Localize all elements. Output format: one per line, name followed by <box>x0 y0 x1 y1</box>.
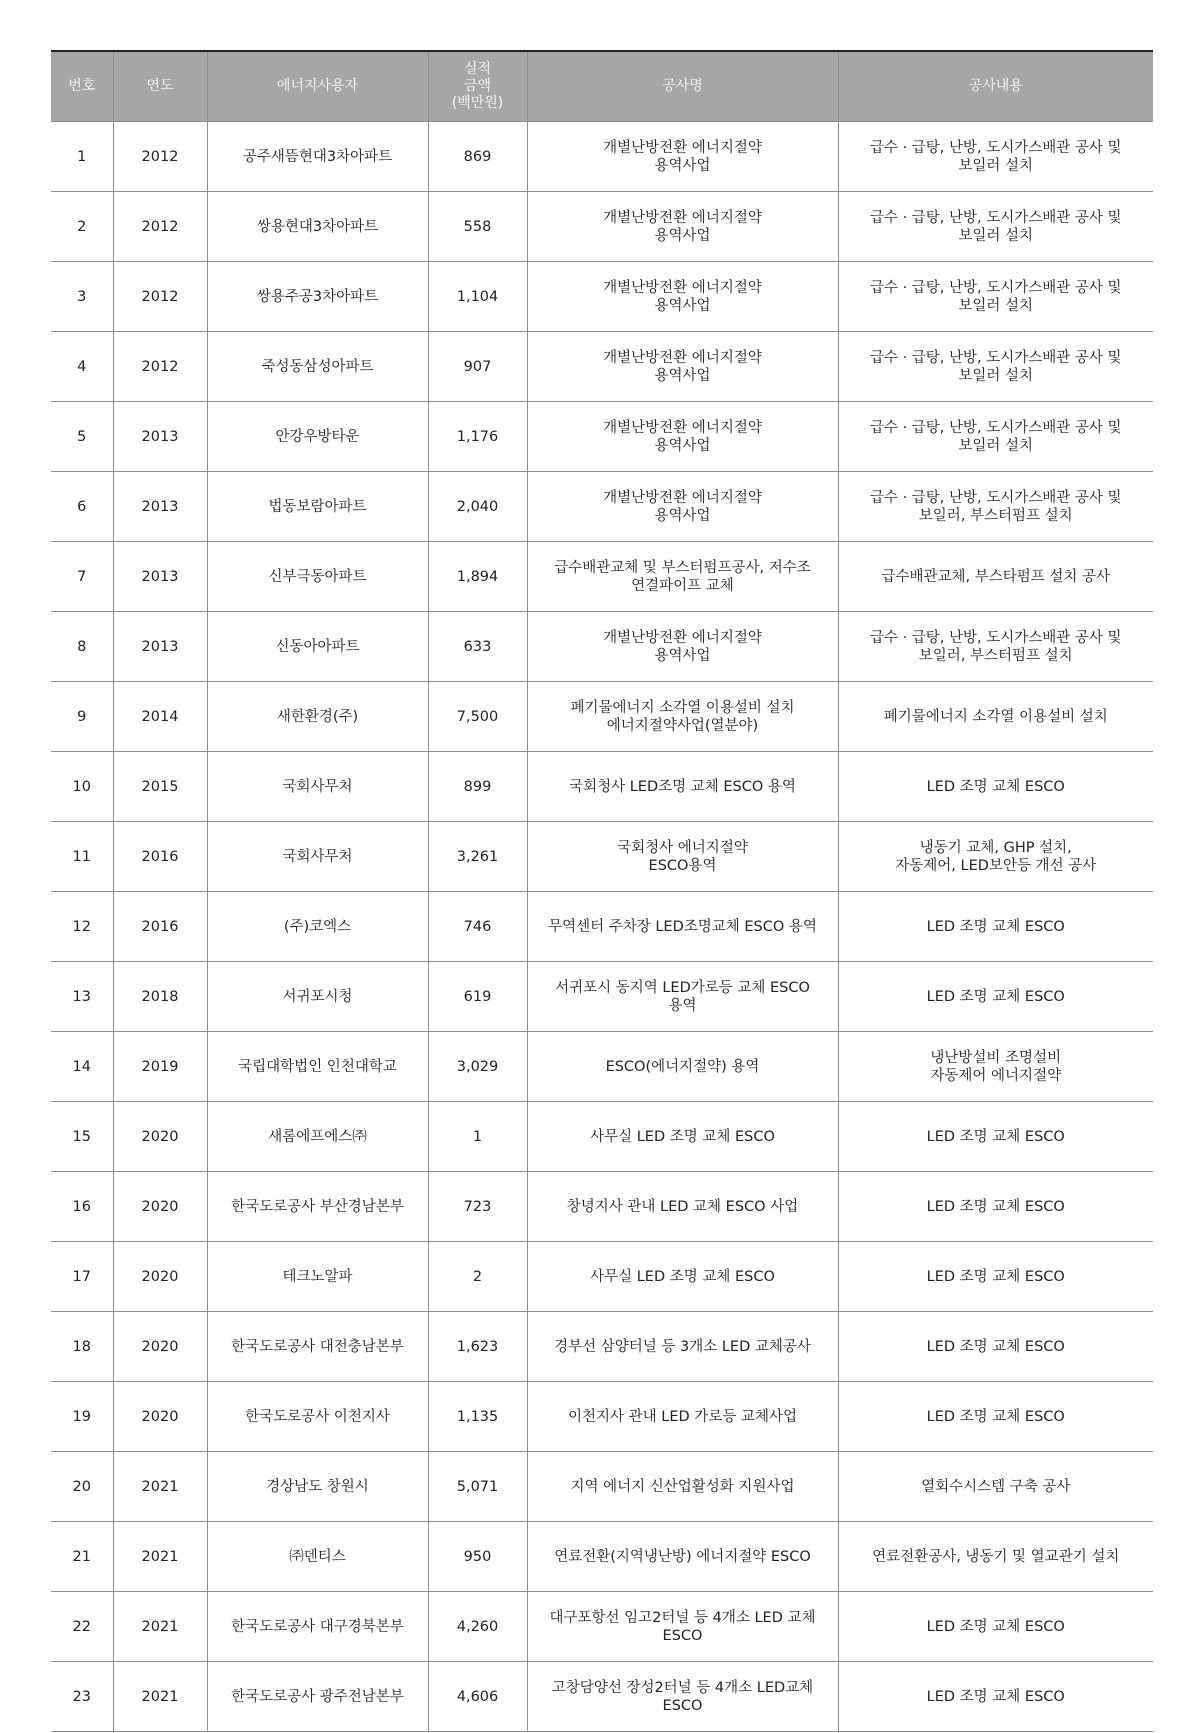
cell-energy-user: 테크노알파 <box>207 1242 428 1312</box>
cell-no: 9 <box>51 682 113 752</box>
table-row <box>51 822 1153 892</box>
cell-project-name-line: ESCO(에너지절약) 용역 <box>605 1058 760 1075</box>
cell-project-content <box>838 472 1153 542</box>
cell-energy-user: (주)코엑스 <box>207 892 428 962</box>
table-row <box>51 262 1153 332</box>
cell-project-name-line: 용역사업 <box>654 647 711 664</box>
cell-project-content-line: 보일러 설치 <box>958 367 1034 384</box>
table-header <box>51 51 1153 122</box>
cell-project-content-line: 자동제어, LED보안등 개선 공사 <box>895 857 1097 874</box>
cell-energy-user: 신부극동아파트 <box>207 542 428 612</box>
cell-project-name-line: 용역사업 <box>654 297 711 314</box>
cell-project-content <box>838 1592 1153 1662</box>
cell-year: 2013 <box>113 542 207 612</box>
cell-project-name-line: 연결파이프 교체 <box>631 577 734 594</box>
cell-project-content <box>838 332 1153 402</box>
cell-project-content-line: LED 조명 교체 ESCO <box>926 1198 1065 1215</box>
cell-amount: 1,104 <box>428 262 527 332</box>
cell-amount: 633 <box>428 612 527 682</box>
cell-amount: 907 <box>428 332 527 402</box>
header-amount <box>428 51 527 122</box>
cell-no: 4 <box>51 332 113 402</box>
cell-no: 3 <box>51 262 113 332</box>
cell-year: 2020 <box>113 1312 207 1382</box>
table-row <box>51 752 1153 822</box>
cell-energy-user: 죽성동삼성아파트 <box>207 332 428 402</box>
cell-project-content-line: 급수 · 급탕, 난방, 도시가스배관 공사 및 <box>869 279 1122 296</box>
cell-project-name <box>527 262 838 332</box>
cell-project-name-line: 무역센터 주차장 LED조명교체 ESCO 용역 <box>548 918 817 935</box>
cell-project-name <box>527 332 838 402</box>
cell-amount: 3,029 <box>428 1032 527 1102</box>
cell-amount: 899 <box>428 752 527 822</box>
cell-project-name <box>527 1592 838 1662</box>
cell-project-name-line: 에너지절약사업(열분야) <box>606 717 759 734</box>
cell-project-content-line: 보일러, 부스터펌프 설치 <box>918 647 1073 664</box>
cell-project-content-line: 급수 · 급탕, 난방, 도시가스배관 공사 및 <box>869 629 1122 646</box>
cell-no: 21 <box>51 1522 113 1592</box>
cell-amount: 2 <box>428 1242 527 1312</box>
cell-year: 2020 <box>113 1172 207 1242</box>
cell-project-name-line: 개별난방전환 에너지절약 <box>603 279 762 296</box>
cell-energy-user: 안강우방타운 <box>207 402 428 472</box>
cell-project-content <box>838 1032 1153 1102</box>
cell-project-name-line: 지역 에너지 신산업활성화 지원사업 <box>570 1478 795 1495</box>
table-row <box>51 1592 1153 1662</box>
cell-year: 2018 <box>113 962 207 1032</box>
cell-energy-user: ㈜덴티스 <box>207 1522 428 1592</box>
cell-energy-user: 한국도로공사 대전충남본부 <box>207 1312 428 1382</box>
cell-energy-user: 쌍용주공3차아파트 <box>207 262 428 332</box>
table-row <box>51 1382 1153 1452</box>
cell-project-name <box>527 1242 838 1312</box>
cell-project-content-line: 연료전환공사, 냉동기 및 열교관기 설치 <box>872 1548 1120 1565</box>
cell-year: 2020 <box>113 1242 207 1312</box>
cell-amount: 869 <box>428 122 527 192</box>
table-row <box>51 1102 1153 1172</box>
cell-project-content <box>838 612 1153 682</box>
table-row <box>51 402 1153 472</box>
cell-no: 5 <box>51 402 113 472</box>
cell-no: 14 <box>51 1032 113 1102</box>
cell-project-content <box>838 1662 1153 1732</box>
cell-project-name-line: 용역사업 <box>654 437 711 454</box>
cell-no: 15 <box>51 1102 113 1172</box>
cell-project-name-line: 서귀포시 동지역 LED가로등 교체 ESCO <box>555 979 810 996</box>
cell-no: 10 <box>51 752 113 822</box>
cell-project-name-line: 급수배관교체 및 부스터펌프공사, 저수조 <box>554 559 811 576</box>
cell-project-name <box>527 1172 838 1242</box>
cell-amount: 5,071 <box>428 1452 527 1522</box>
cell-project-name <box>527 1382 838 1452</box>
cell-year: 2021 <box>113 1592 207 1662</box>
cell-year: 2013 <box>113 402 207 472</box>
cell-project-name-line: 창녕지사 관내 LED 교체 ESCO 사업 <box>566 1198 799 1215</box>
cell-project-content-line: 급수배관교체, 부스타펌프 설치 공사 <box>881 568 1111 585</box>
cell-project-content <box>838 822 1153 892</box>
cell-project-name-line: 대구포항선 임고2터널 등 4개소 LED 교체 <box>549 1609 816 1626</box>
cell-year: 2012 <box>113 192 207 262</box>
cell-no: 1 <box>51 122 113 192</box>
table-row <box>51 1312 1153 1382</box>
cell-project-name <box>527 122 838 192</box>
table-body <box>51 122 1153 1732</box>
cell-project-content-line: LED 조명 교체 ESCO <box>926 1338 1065 1355</box>
cell-project-content <box>838 1312 1153 1382</box>
header-amount-line: (백만원) <box>451 95 504 111</box>
cell-project-content <box>838 1102 1153 1172</box>
cell-year: 2016 <box>113 822 207 892</box>
header-energy-user: 에너지사용자 <box>207 51 428 122</box>
cell-project-name-line: 사무실 LED 조명 교체 ESCO <box>590 1268 775 1285</box>
cell-project-content-line: 보일러, 부스터펌프 설치 <box>918 507 1073 524</box>
cell-no: 8 <box>51 612 113 682</box>
cell-energy-user: 새롬에프에스㈜ <box>207 1102 428 1172</box>
cell-project-content-line: LED 조명 교체 ESCO <box>926 1688 1065 1705</box>
cell-year: 2019 <box>113 1032 207 1102</box>
cell-project-content-line: 보일러 설치 <box>958 227 1034 244</box>
cell-energy-user: 경상남도 창원시 <box>207 1452 428 1522</box>
cell-year: 2012 <box>113 332 207 402</box>
cell-year: 2012 <box>113 262 207 332</box>
cell-no: 2 <box>51 192 113 262</box>
performance-table <box>51 50 1153 1732</box>
cell-no: 18 <box>51 1312 113 1382</box>
cell-energy-user: 새한환경(주) <box>207 682 428 752</box>
cell-amount: 950 <box>428 1522 527 1592</box>
table-row <box>51 1452 1153 1522</box>
cell-amount: 558 <box>428 192 527 262</box>
cell-energy-user: 신동아아파트 <box>207 612 428 682</box>
cell-project-name <box>527 472 838 542</box>
cell-energy-user: 쌍용현대3차아파트 <box>207 192 428 262</box>
cell-project-name <box>527 1452 838 1522</box>
table-row <box>51 1522 1153 1592</box>
cell-project-name-line: 연료전환(지역냉난방) 에너지절약 ESCO <box>554 1548 811 1565</box>
cell-no: 7 <box>51 542 113 612</box>
table-row <box>51 122 1153 192</box>
cell-project-content-line: LED 조명 교체 ESCO <box>926 1128 1065 1145</box>
cell-project-content <box>838 262 1153 332</box>
cell-project-content <box>838 892 1153 962</box>
cell-energy-user: 법동보람아파트 <box>207 472 428 542</box>
cell-project-content <box>838 962 1153 1032</box>
cell-no: 11 <box>51 822 113 892</box>
cell-project-content <box>838 1172 1153 1242</box>
cell-year: 2020 <box>113 1102 207 1172</box>
cell-project-content-line: 보일러 설치 <box>958 297 1034 314</box>
cell-project-content-line: LED 조명 교체 ESCO <box>926 1618 1065 1635</box>
cell-project-name-line: 폐기물에너지 소각열 이용설비 설치 <box>570 699 795 716</box>
cell-project-content-line: LED 조명 교체 ESCO <box>926 778 1065 795</box>
cell-amount: 1,135 <box>428 1382 527 1452</box>
table-row <box>51 332 1153 402</box>
cell-project-name <box>527 402 838 472</box>
cell-year: 2021 <box>113 1662 207 1732</box>
cell-amount: 1,176 <box>428 402 527 472</box>
cell-project-name-line: 국회청사 에너지절약 <box>617 839 748 856</box>
cell-project-name-line: 용역사업 <box>654 157 711 174</box>
cell-amount: 4,606 <box>428 1662 527 1732</box>
cell-project-name <box>527 612 838 682</box>
cell-project-name-line: 개별난방전환 에너지절약 <box>603 629 762 646</box>
cell-project-content-line: 급수 · 급탕, 난방, 도시가스배관 공사 및 <box>869 139 1122 156</box>
cell-project-content-line: 냉난방설비 조명설비 <box>930 1049 1062 1066</box>
cell-project-name-line: ESCO용역 <box>648 857 717 874</box>
cell-project-name-line: 고창담양선 장성2터널 등 4개소 LED교체 <box>551 1679 814 1696</box>
cell-project-name-line: 개별난방전환 에너지절약 <box>603 139 762 156</box>
table-row <box>51 612 1153 682</box>
cell-project-name-line: ESCO <box>662 1697 703 1714</box>
cell-project-name-line: ESCO <box>662 1627 703 1644</box>
cell-project-name <box>527 1102 838 1172</box>
cell-no: 22 <box>51 1592 113 1662</box>
cell-no: 12 <box>51 892 113 962</box>
table-row <box>51 542 1153 612</box>
cell-project-content-line: LED 조명 교체 ESCO <box>926 1268 1065 1285</box>
table-row <box>51 1242 1153 1312</box>
cell-project-content-line: LED 조명 교체 ESCO <box>926 1408 1065 1425</box>
cell-project-name <box>527 542 838 612</box>
cell-energy-user: 한국도로공사 광주전남본부 <box>207 1662 428 1732</box>
cell-project-content <box>838 1522 1153 1592</box>
cell-project-content <box>838 1452 1153 1522</box>
cell-amount: 1,623 <box>428 1312 527 1382</box>
cell-project-name-line: 용역 <box>668 997 697 1014</box>
cell-year: 2014 <box>113 682 207 752</box>
cell-no: 23 <box>51 1662 113 1732</box>
cell-project-content <box>838 192 1153 262</box>
table-row <box>51 472 1153 542</box>
cell-amount: 2,040 <box>428 472 527 542</box>
cell-energy-user: 국립대학법인 인천대학교 <box>207 1032 428 1102</box>
table-row <box>51 1172 1153 1242</box>
header-amount-line: 실적 <box>463 61 492 77</box>
cell-project-name-line: 개별난방전환 에너지절약 <box>603 209 762 226</box>
cell-project-name-line: 용역사업 <box>654 227 711 244</box>
cell-no: 19 <box>51 1382 113 1452</box>
cell-project-name-line: 개별난방전환 에너지절약 <box>603 489 762 506</box>
cell-project-name <box>527 892 838 962</box>
cell-project-name-line: 개별난방전환 에너지절약 <box>603 419 762 436</box>
cell-project-name-line: 국회청사 LED조명 교체 ESCO 용역 <box>569 778 796 795</box>
cell-project-content-line: LED 조명 교체 ESCO <box>926 988 1065 1005</box>
cell-amount: 1,894 <box>428 542 527 612</box>
cell-project-content <box>838 122 1153 192</box>
cell-no: 17 <box>51 1242 113 1312</box>
cell-project-content-line: 급수 · 급탕, 난방, 도시가스배관 공사 및 <box>869 419 1122 436</box>
table-row <box>51 962 1153 1032</box>
cell-year: 2021 <box>113 1452 207 1522</box>
cell-project-content <box>838 1242 1153 1312</box>
cell-project-name-line: 사무실 LED 조명 교체 ESCO <box>590 1128 775 1145</box>
cell-year: 2013 <box>113 472 207 542</box>
cell-amount: 1 <box>428 1102 527 1172</box>
cell-project-name-line: 용역사업 <box>654 367 711 384</box>
cell-project-content-line: LED 조명 교체 ESCO <box>926 918 1065 935</box>
cell-year: 2013 <box>113 612 207 682</box>
cell-project-content <box>838 1382 1153 1452</box>
cell-amount: 4,260 <box>428 1592 527 1662</box>
cell-amount: 3,261 <box>428 822 527 892</box>
cell-no: 6 <box>51 472 113 542</box>
cell-project-content-line: 보일러 설치 <box>958 157 1034 174</box>
table-row <box>51 682 1153 752</box>
cell-year: 2021 <box>113 1522 207 1592</box>
cell-project-content-line: 급수 · 급탕, 난방, 도시가스배관 공사 및 <box>869 349 1122 366</box>
cell-project-name <box>527 962 838 1032</box>
cell-project-name <box>527 192 838 262</box>
cell-project-name <box>527 1522 838 1592</box>
cell-project-content-line: 열회수시스템 구축 공사 <box>921 1478 1071 1495</box>
cell-project-name-line: 경부선 삼양터널 등 3개소 LED 교체공사 <box>554 1338 811 1355</box>
cell-year: 2015 <box>113 752 207 822</box>
header-row <box>51 51 1153 122</box>
cell-project-name-line: 용역사업 <box>654 507 711 524</box>
cell-project-content <box>838 542 1153 612</box>
cell-energy-user: 한국도로공사 이천지사 <box>207 1382 428 1452</box>
cell-project-content-line: 자동제어 에너지절약 <box>930 1067 1062 1084</box>
cell-energy-user: 공주새뜸현대3차아파트 <box>207 122 428 192</box>
cell-amount: 619 <box>428 962 527 1032</box>
cell-project-content-line: 급수 · 급탕, 난방, 도시가스배관 공사 및 <box>869 209 1122 226</box>
cell-project-content <box>838 752 1153 822</box>
cell-project-name-line: 개별난방전환 에너지절약 <box>603 349 762 366</box>
cell-project-name <box>527 752 838 822</box>
table-row <box>51 1032 1153 1102</box>
cell-no: 20 <box>51 1452 113 1522</box>
header-amount-line: 금액 <box>463 78 492 94</box>
header-project-content: 공사내용 <box>838 51 1153 122</box>
cell-project-name-line: 이천지사 관내 LED 가로등 교체사업 <box>568 1408 797 1425</box>
cell-amount: 723 <box>428 1172 527 1242</box>
cell-energy-user: 국회사무처 <box>207 822 428 892</box>
cell-energy-user: 서귀포시청 <box>207 962 428 1032</box>
table-row <box>51 892 1153 962</box>
cell-energy-user: 국회사무처 <box>207 752 428 822</box>
header-no: 번호 <box>51 51 113 122</box>
table-row <box>51 192 1153 262</box>
cell-project-content-line: 폐기물에너지 소각열 이용설비 설치 <box>883 708 1108 725</box>
cell-year: 2016 <box>113 892 207 962</box>
header-project-name: 공사명 <box>527 51 838 122</box>
table-row <box>51 1662 1153 1732</box>
cell-project-content <box>838 682 1153 752</box>
cell-no: 16 <box>51 1172 113 1242</box>
cell-year: 2020 <box>113 1382 207 1452</box>
cell-project-name <box>527 1032 838 1102</box>
cell-amount: 746 <box>428 892 527 962</box>
header-year: 연도 <box>113 51 207 122</box>
cell-no: 13 <box>51 962 113 1032</box>
cell-project-content-line: 냉동기 교체, GHP 설치, <box>919 839 1072 856</box>
cell-year: 2012 <box>113 122 207 192</box>
cell-project-name <box>527 1662 838 1732</box>
cell-project-content-line: 급수 · 급탕, 난방, 도시가스배관 공사 및 <box>869 489 1122 506</box>
cell-project-content <box>838 402 1153 472</box>
cell-project-name <box>527 822 838 892</box>
cell-project-name <box>527 682 838 752</box>
cell-energy-user: 한국도로공사 대구경북본부 <box>207 1592 428 1662</box>
cell-project-content-line: 보일러 설치 <box>958 437 1034 454</box>
cell-amount: 7,500 <box>428 682 527 752</box>
cell-energy-user: 한국도로공사 부산경남본부 <box>207 1172 428 1242</box>
cell-project-name <box>527 1312 838 1382</box>
